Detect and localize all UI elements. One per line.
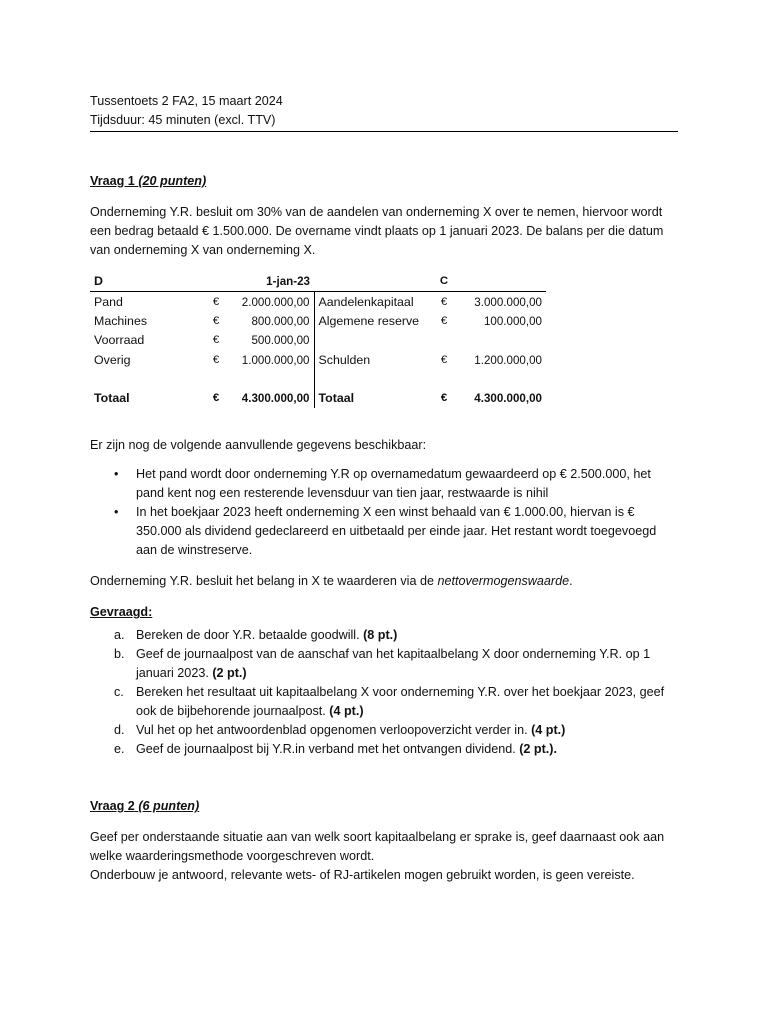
balance-left-value: 2.000.000,00 bbox=[230, 292, 314, 312]
currency-symbol: € bbox=[212, 314, 220, 327]
balance-right-value: 3.000.000,00 bbox=[474, 295, 542, 309]
extra-info-intro: Er zijn nog de volgende aanvullende gegevens beschikbaar: bbox=[90, 438, 427, 453]
balance-left-label: Pand bbox=[94, 294, 123, 309]
balance-left-label: Voorraad bbox=[94, 333, 145, 348]
task-marker: a. bbox=[114, 628, 125, 643]
balance-row bbox=[90, 292, 546, 312]
valuation-method-text bbox=[90, 572, 678, 591]
balance-right-label: Algemene reserve bbox=[318, 313, 420, 328]
balance-row bbox=[90, 312, 546, 331]
balance-left-label: Machines bbox=[94, 313, 148, 328]
balance-right-value: 1.200.000,00 bbox=[474, 353, 542, 367]
total-left-value: 4.300.000,00 bbox=[230, 389, 314, 408]
question-1-intro: Onderneming Y.R. besluit om 30% van de aandelen van onderneming X over te nemen, hiervoor wordt een bedrag betaald € 1.500.000. De overname vindt plaats op 1 januari 2023. De balans per die datum van onderneming X van onderneming X. bbox=[90, 205, 664, 257]
task-points: (2 pt.) bbox=[212, 666, 247, 681]
balance-left-label: Overig bbox=[94, 352, 131, 367]
question-2-instruction: Geef per onderstaande situatie aan van welk soort kapitaalbelang er sprake is, geef daarnaast ook aan welke waarderingsmethode voorgeschreven wordt. bbox=[90, 830, 665, 864]
balance-left-value: 800.000,00 bbox=[230, 312, 314, 331]
document-page bbox=[90, 92, 678, 885]
extra-info-list bbox=[90, 465, 678, 560]
balance-date: 1-jan-23 bbox=[230, 272, 314, 292]
list-item bbox=[114, 645, 678, 683]
question-2-label: Vraag 2 bbox=[90, 799, 135, 814]
balance-sheet-table bbox=[90, 272, 546, 408]
currency-symbol: € bbox=[212, 295, 220, 308]
currency-symbol: € bbox=[440, 353, 448, 366]
header-title: Tussentoets 2 FA2, 15 maart 2024 bbox=[90, 94, 283, 108]
list-item bbox=[114, 740, 678, 759]
currency-symbol: € bbox=[440, 392, 448, 405]
header-duration: Tijdsduur: 45 minuten (excl. TTV) bbox=[90, 113, 276, 127]
valuation-method-name: nettovermogenswaarde bbox=[437, 574, 570, 589]
list-item bbox=[114, 626, 678, 645]
list-item: • Het pand wordt door onderneming Y.R op overnamedatum gewaardeerd op € 2.500.000, het pand kent nog een resterende levensduur van tien jaar, restwaarde is nihil bbox=[136, 465, 678, 503]
header-rule bbox=[90, 131, 678, 132]
total-right-value: 4.300.000,00 bbox=[474, 392, 542, 406]
valuation-method-prefix: Onderneming Y.R. besluit het belang in X te waarderen via de bbox=[90, 574, 438, 589]
task-list bbox=[90, 626, 678, 759]
balance-left-value: 1.000.000,00 bbox=[230, 351, 314, 370]
task-text: Bereken het resultaat uit kapitaalbelang X voor onderneming Y.R. over het boekjaar 2023, geef ook de bijbehorende journaalpost. bbox=[136, 685, 665, 719]
valuation-method-suffix: . bbox=[569, 574, 573, 589]
currency-symbol: € bbox=[212, 353, 220, 366]
credit-label: C bbox=[430, 272, 458, 292]
balance-left-value: 500.000,00 bbox=[230, 331, 314, 350]
question-2-points: (6 punten) bbox=[138, 799, 200, 814]
balance-row bbox=[90, 351, 546, 370]
list-item bbox=[114, 721, 678, 740]
list-item: • In het boekjaar 2023 heeft onderneming X een winst behaald van € 1.000.00, hiervan is € 350.000 als dividend gedeclareerd en uitbetaald per einde jaar. Het restant wordt toegevoegd aan de winstreserve. bbox=[136, 503, 678, 560]
balance-total-row bbox=[90, 389, 546, 408]
balance-right-label bbox=[314, 331, 430, 350]
currency-symbol: € bbox=[212, 334, 220, 347]
total-right-label: Totaal bbox=[318, 391, 355, 406]
task-marker: c. bbox=[114, 685, 124, 700]
task-text: Vul het op het antwoordenblad opgenomen verloopoverzicht verder in. bbox=[136, 723, 532, 738]
question-2-note: Onderbouw je antwoord, relevante wets- of RJ-artikelen mogen gebruikt worden, is geen vereiste. bbox=[90, 868, 635, 883]
balance-row bbox=[90, 331, 546, 350]
question-1-title bbox=[90, 172, 678, 191]
currency-symbol: € bbox=[440, 314, 448, 327]
task-points: (4 pt.) bbox=[531, 723, 566, 738]
task-points: (2 pt.). bbox=[519, 742, 557, 757]
task-marker: b. bbox=[114, 647, 125, 662]
question-1-points: (20 punten) bbox=[138, 174, 207, 188]
task-marker: e. bbox=[114, 742, 125, 757]
asked-heading: Gevraagd: bbox=[90, 605, 153, 620]
currency-symbol: € bbox=[212, 392, 220, 405]
task-text: Geef de journaalpost bij Y.R.in verband met het ontvangen dividend. bbox=[136, 742, 520, 757]
task-marker: d. bbox=[114, 723, 125, 738]
question-2-title bbox=[90, 797, 678, 816]
currency-symbol: € bbox=[440, 295, 448, 308]
task-text: Geef de journaalpost van de aanschaf van het kapitaalbelang X door onderneming Y.R. op 1 januari 2023. bbox=[136, 647, 651, 681]
question-1-label: Vraag 1 bbox=[90, 174, 135, 188]
task-text: Bereken de door Y.R. betaalde goodwill. bbox=[136, 628, 364, 643]
balance-right-label: Aandelenkapitaal bbox=[318, 294, 414, 309]
list-item bbox=[114, 683, 678, 721]
debit-label: D bbox=[90, 272, 202, 292]
total-left-label: Totaal bbox=[94, 391, 130, 406]
task-points: (4 pt.) bbox=[329, 704, 364, 719]
balance-header-row bbox=[90, 272, 546, 292]
task-points: (8 pt.) bbox=[363, 628, 398, 643]
balance-right-label: Schulden bbox=[318, 352, 371, 367]
balance-right-value: 100.000,00 bbox=[483, 314, 542, 328]
balance-spacer-row bbox=[90, 370, 546, 389]
